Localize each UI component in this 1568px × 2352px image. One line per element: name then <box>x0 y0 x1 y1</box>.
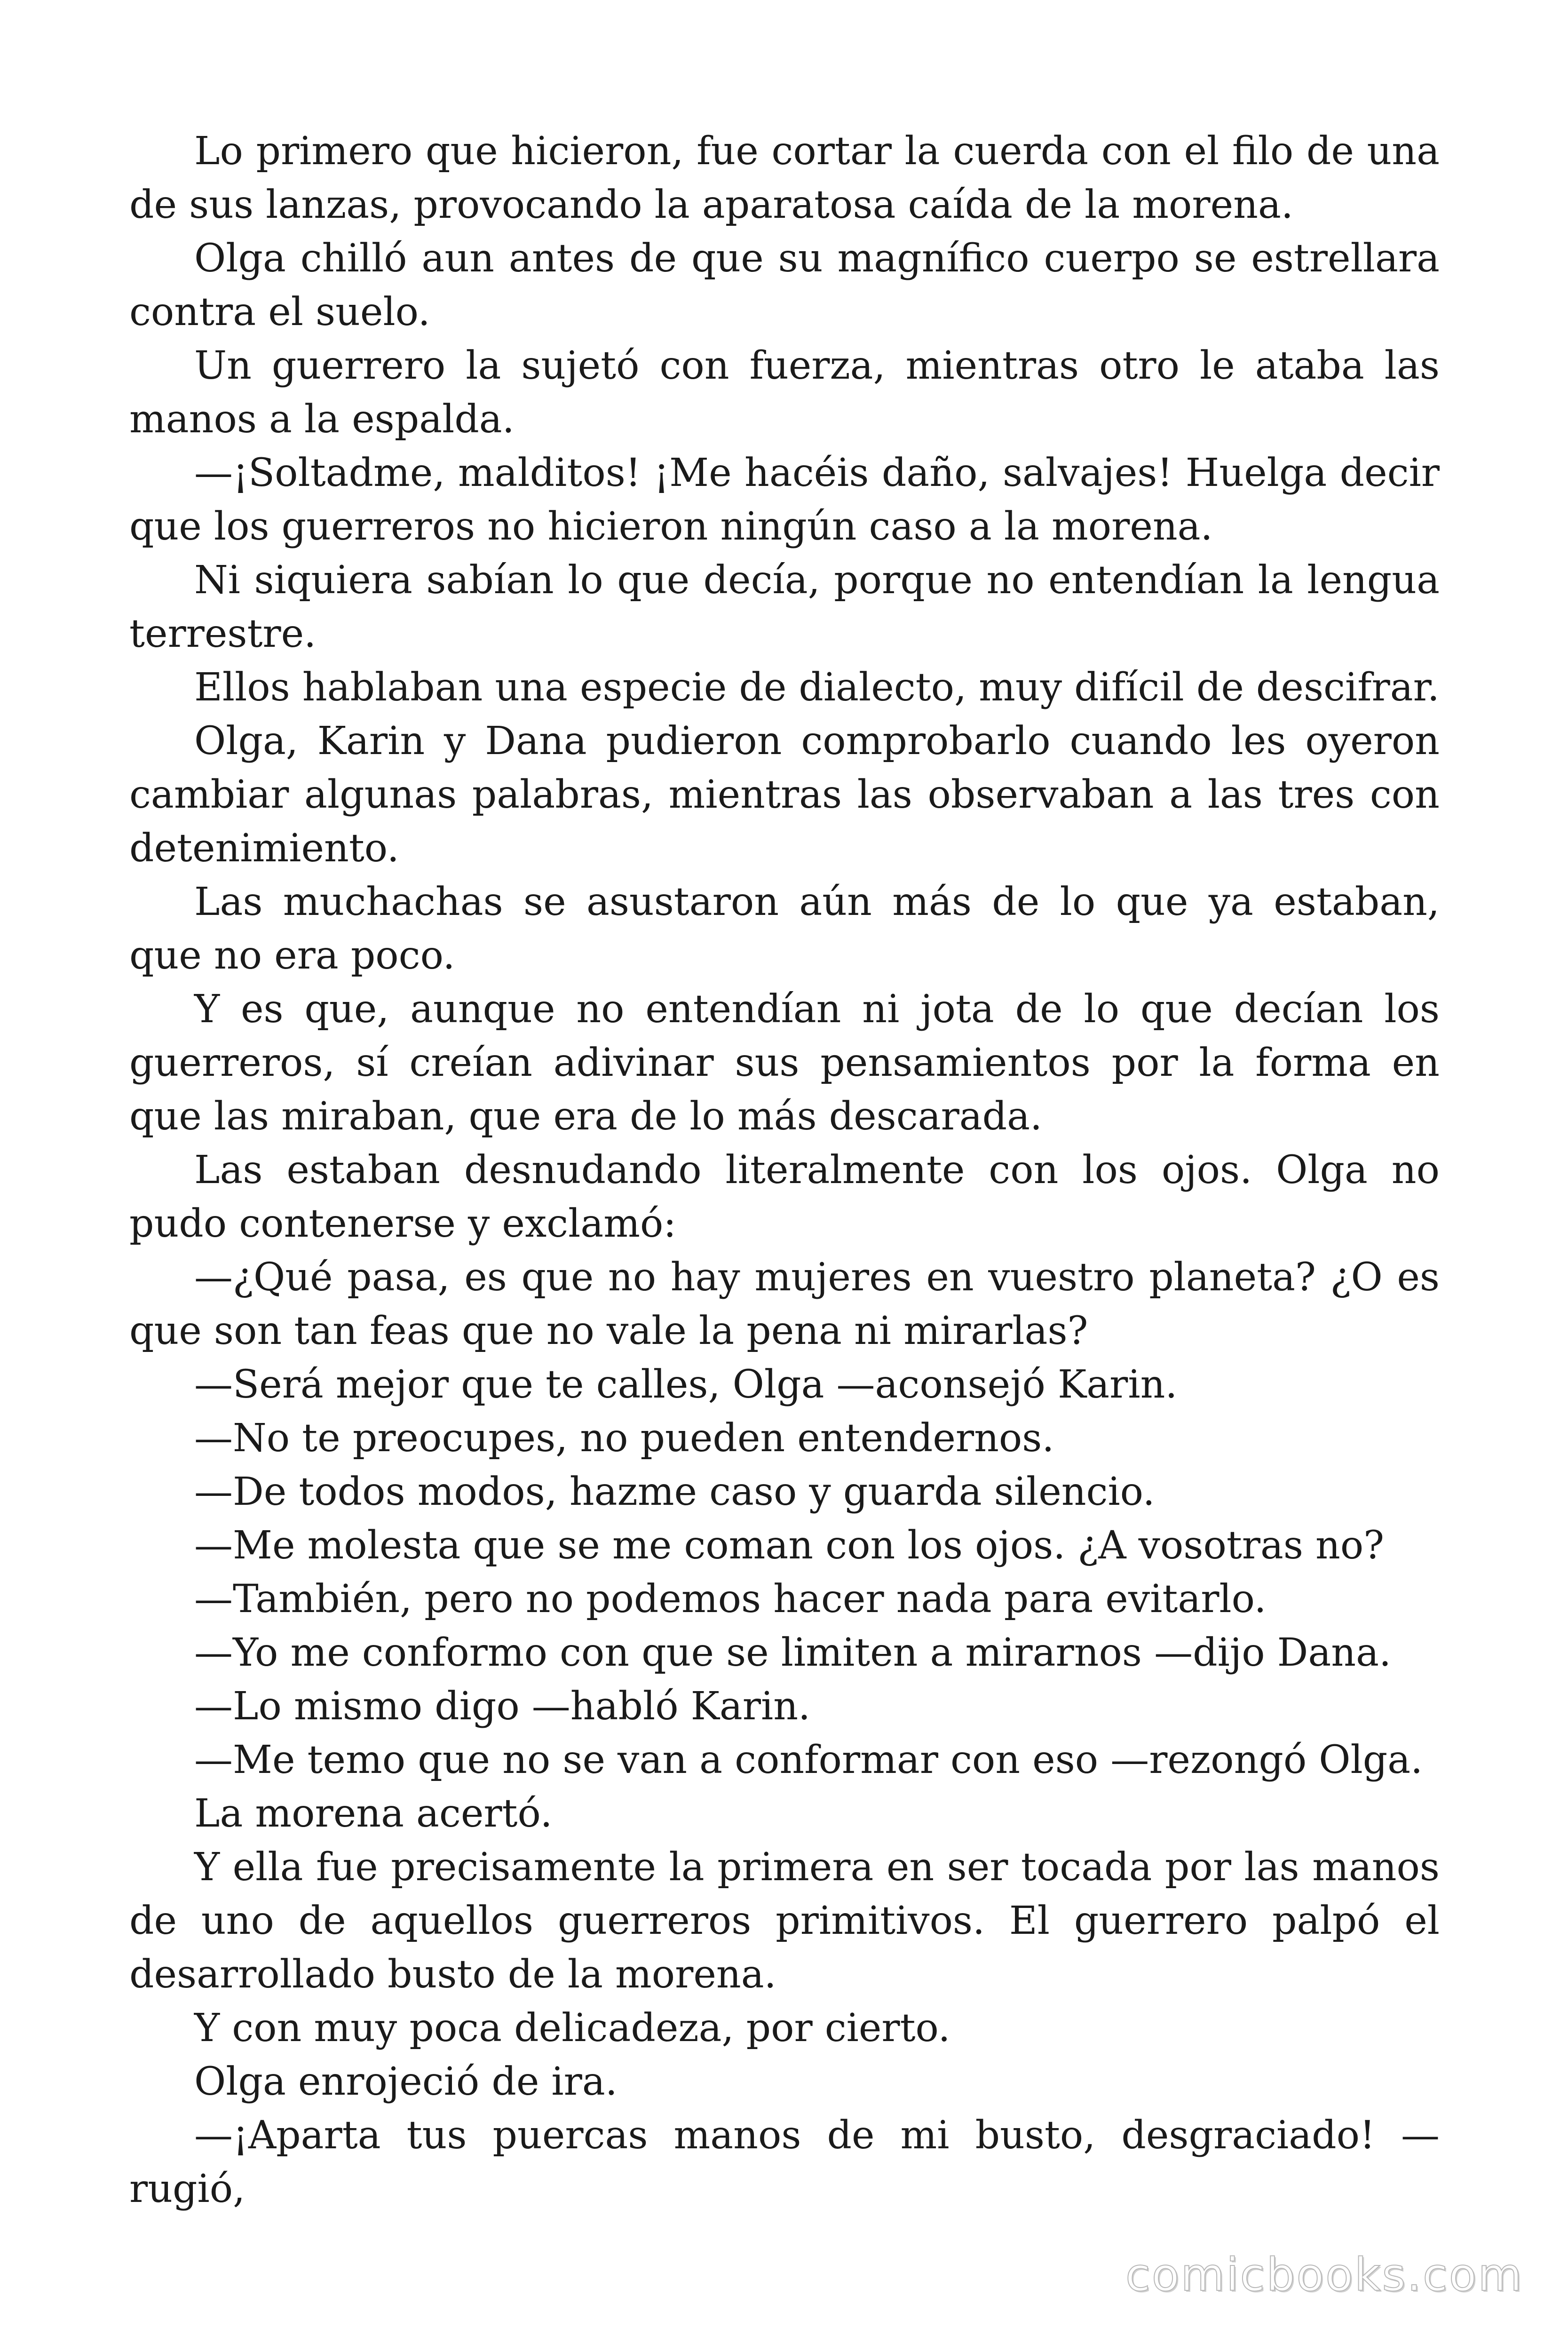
paragraph: Las muchachas se asustaron aún más de lo que ya estaban, que no era poco. <box>129 880 1440 978</box>
paragraph: Y es que, aunque no entendían ni jota de lo que decían los guerreros, sí creían adivinar sus pensamientos por la forma en que las miraban, que era de lo más descarada. <box>129 987 1440 1139</box>
paragraph: —¡Soltadme, malditos! ¡Me hacéis daño, salvajes! Huelga decir que los guerreros no hicieron ningún caso a la morena. <box>129 451 1440 549</box>
paragraph: —Me molesta que se me coman con los ojos. ¿A vosotras no? <box>194 1523 1385 1568</box>
paragraph: —Me temo que no se van a conformar con eso —rezongó Olga. <box>194 1738 1423 1782</box>
paragraph: Ni siquiera sabían lo que decía, porque no entendían la lengua terrestre. <box>129 558 1440 656</box>
paragraph: Y con muy poca delicadeza, por cierto. <box>194 2006 950 2050</box>
paragraph: —También, pero no podemos hacer nada para evitarlo. <box>194 1577 1267 1621</box>
paragraph: Las estaban desnudando literalmente con los ojos. Olga no pudo contenerse y exclamó: <box>129 1148 1440 1246</box>
paragraph: Y ella fue precisamente la primera en ser tocada por las manos de uno de aquellos guerreros primitivos. El guerrero palpó el desarrollado busto de la morena. <box>129 1845 1440 1997</box>
paragraph: Olga chilló aun antes de que su magnífico cuerpo se estrellara contra el suelo. <box>129 236 1440 334</box>
paragraph: —No te preocupes, no pueden entendernos. <box>194 1416 1054 1461</box>
paragraph: —¿Qué pasa, es que no hay mujeres en vuestro planeta? ¿O es que son tan feas que no vale la pena ni mirarlas? <box>129 1255 1440 1353</box>
paragraph: —De todos modos, hazme caso y guarda silencio. <box>194 1470 1155 1514</box>
paragraph: —Lo mismo digo —habló Karin. <box>194 1684 811 1729</box>
paragraph: —Yo me conformo con que se limiten a mirarnos —dijo Dana. <box>194 1630 1392 1675</box>
paragraph: Ellos hablaban una especie de dialecto, muy difícil de descifrar. <box>194 665 1440 710</box>
paragraph: —Será mejor que te calles, Olga —aconsejó Karin. <box>194 1362 1178 1407</box>
paragraph: Olga, Karin y Dana pudieron comprobarlo cuando les oyeron cambiar algunas palabras, mientras las observaban a las tres con detenimiento. <box>129 719 1440 871</box>
body-text <box>129 125 1440 2216</box>
paragraph: Olga enrojeció de ira. <box>194 2059 618 2104</box>
paragraph: Un guerrero la sujetó con fuerza, mientras otro le ataba las manos a la espalda. <box>129 343 1440 442</box>
paragraph: Lo primero que hicieron, fue cortar la cuerda con el filo de una de sus lanzas, provocando la aparatosa caída de la morena. <box>129 129 1440 227</box>
paragraph: —¡Aparta tus puercas manos de mi busto, desgraciado! —rugió, <box>129 2113 1440 2211</box>
paragraph: La morena acertó. <box>194 1791 553 1836</box>
watermark: comicbooks.com <box>1125 2249 1523 2301</box>
